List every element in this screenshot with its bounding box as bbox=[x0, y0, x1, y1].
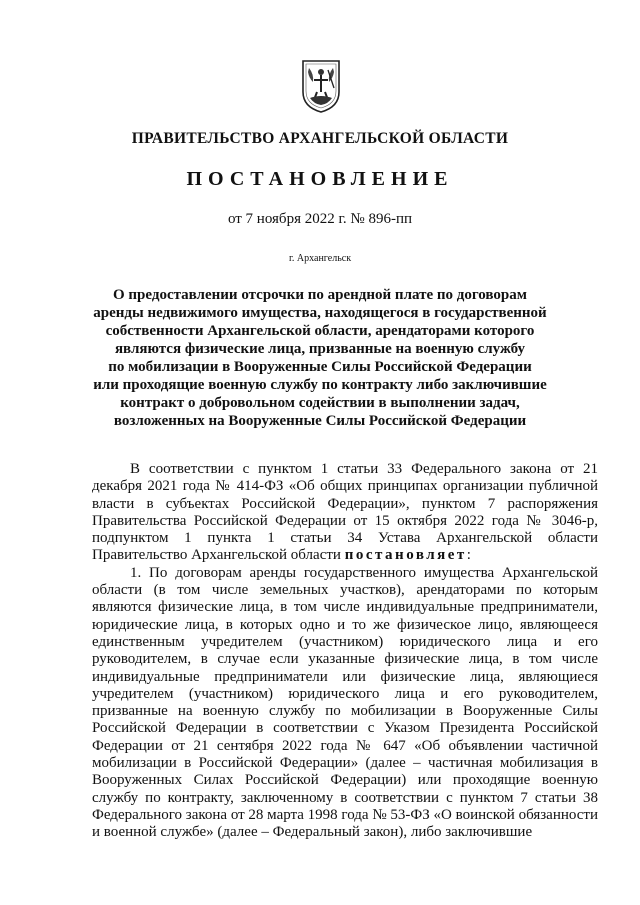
date-and-number: от 7 ноября 2022 г. № 896-пп bbox=[227, 211, 413, 227]
title-line: аренды недвижимого имущества, находящегося в государственной bbox=[93, 305, 547, 321]
coat-of-arms-icon bbox=[300, 58, 342, 114]
document-body bbox=[92, 461, 598, 842]
preamble-paragraph bbox=[92, 461, 598, 565]
paragraph-1: 1. По договорам аренды государственного имущества Архангельской области (в том числе земельных участков), арендаторами по которым являются физические лица, в том числе индивидуальные предприниматели, юридические лица, в которых одно и то же физическое лицо, являющееся единственным учредителем (участником) юридического лица и его руководителем, в случае если указанные физические лица, в том числе индивидуальные предприниматели или физические лица, являющиеся учредителем (участником) юридического лица и его руководителем, призванные на военную службу по мобилизации в Вооруженные Силы Российской Федерации в соответствии с Указом Президента Российской Федерации от 21 сентября 2022 года № 647 «Об объявлении частичной мобилизации в Российской Федерации» (далее – частичная мобилизация в Вооруженных Силах Российской Федерации) или проходящие военную службу по контракту, заключенному в соответствии с пунктом 7 статьи 38 Федерального закона от 28 марта 1998 года № 53-ФЗ «О воинской обязанности и военной службе» (далее – Федеральный закон), либо заключившие bbox=[92, 564, 598, 841]
title-line: О предоставлении отсрочки по арендной плате по договорам bbox=[113, 287, 527, 303]
government-name: ПРАВИТЕЛЬСТВО АРХАНГЕЛЬСКОЙ ОБЛАСТИ bbox=[131, 130, 509, 147]
title-line: являются физические лица, призванные на военную службу bbox=[114, 341, 526, 357]
decree-colon: : bbox=[466, 547, 471, 564]
decree-word: постановляет bbox=[344, 547, 467, 564]
city-name: г. Архангельск bbox=[288, 253, 352, 264]
title-line: возложенных на Вооруженные Силы Российской Федерации bbox=[113, 413, 527, 429]
preamble-text: В соответствии с пунктом 1 статьи 33 Федерального закона от 21 декабря 2021 года № 414-ФЗ «Об общих принципах организации публичной власти в субъектах Российской Федерации», пунктом 7 распоряжения Правительства Российской Федерации от 15 октября 2022 года № 3046-р, подпунктом 1 пункта 1 статьи 34 Устава Архангельской области Правительство Архангельской области bbox=[92, 461, 598, 564]
document-type: ПОСТАНОВЛЕНИЕ bbox=[186, 168, 454, 190]
title-line: по мобилизации в Вооруженные Силы Российской Федерации bbox=[108, 359, 532, 375]
title-line: или проходящие военную службу по контракту либо заключившие bbox=[93, 377, 547, 393]
title-line: контракт о добровольном содействии в выполнении задач, bbox=[120, 395, 520, 411]
document-title bbox=[86, 286, 554, 430]
title-line: собственности Архангельской области, арендаторами которого bbox=[105, 323, 535, 339]
